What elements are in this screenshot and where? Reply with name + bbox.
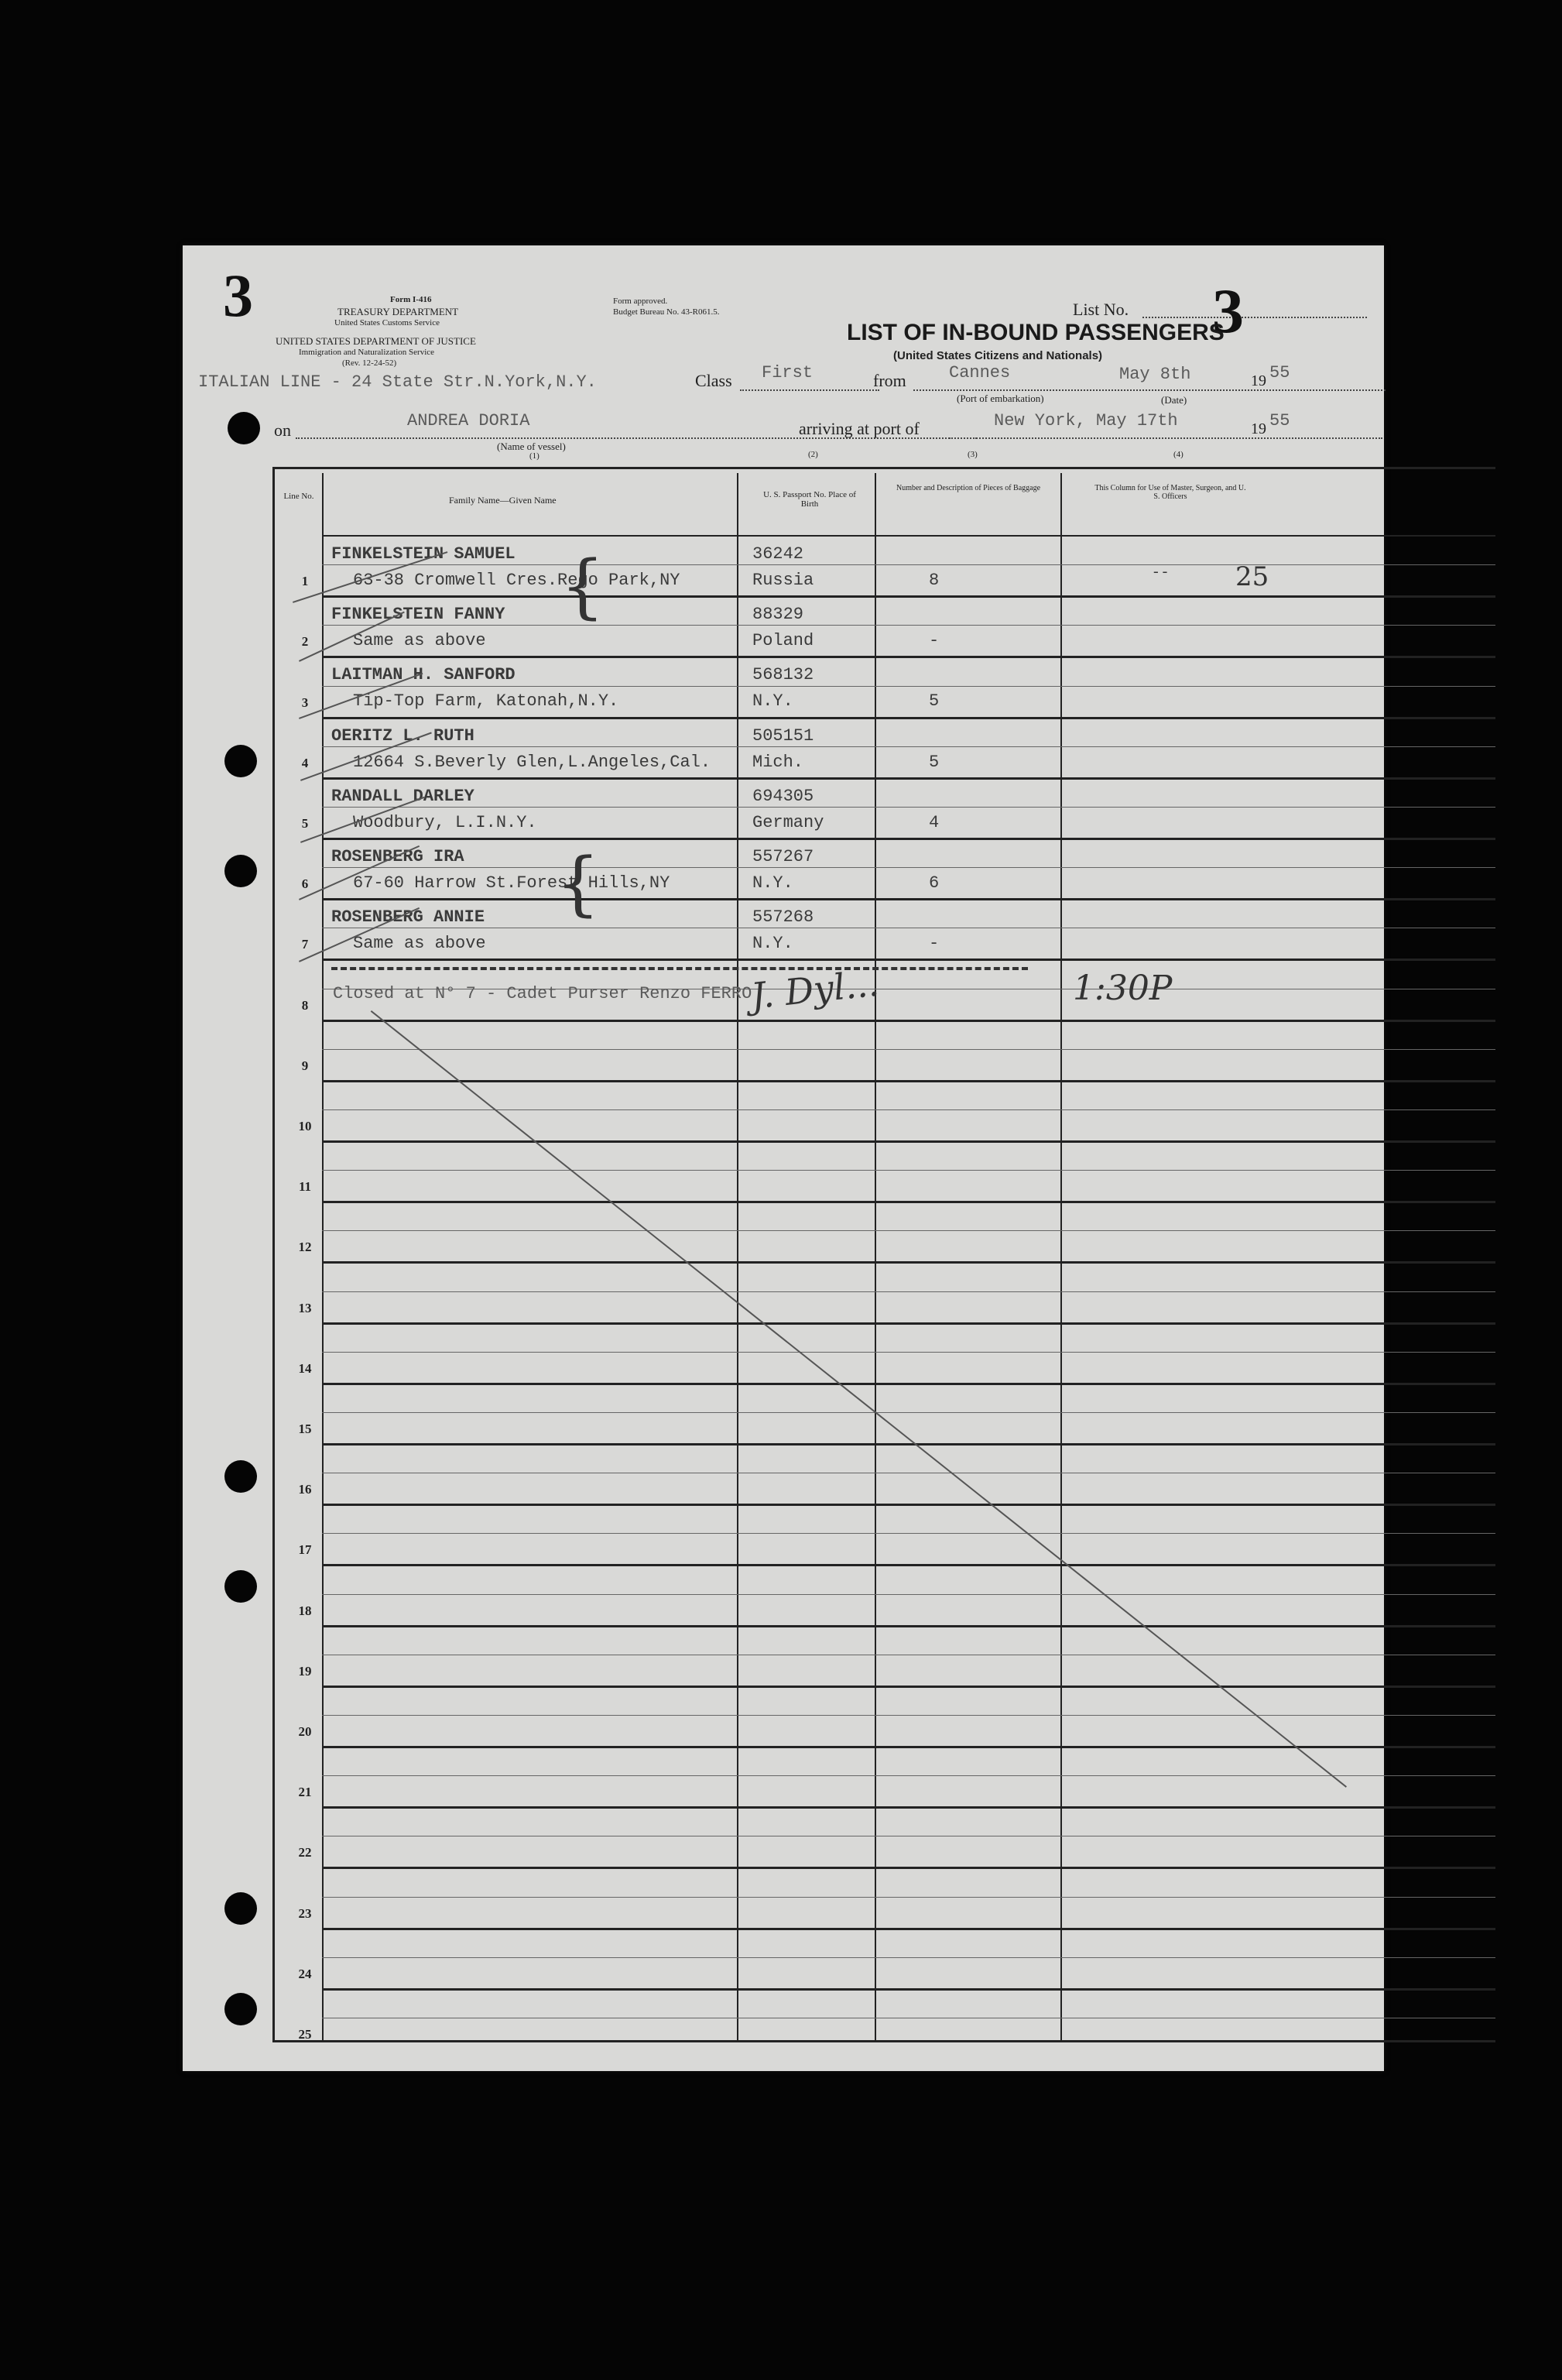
caption-4: (4) xyxy=(1173,450,1183,459)
row-rule xyxy=(322,1806,1495,1809)
passport-number: 557267 xyxy=(752,847,814,866)
row-rule xyxy=(322,1443,1495,1445)
line-number: 1 xyxy=(301,574,309,589)
row-mid-rule xyxy=(322,1291,1495,1292)
class-label: Class xyxy=(695,371,732,390)
row-rule xyxy=(322,777,1495,780)
line-number: 13 xyxy=(298,1300,312,1315)
row-mid-rule xyxy=(322,1049,1495,1050)
birth-place: Germany xyxy=(752,812,824,832)
punch-hole xyxy=(224,1892,257,1925)
date-caption: (Date) xyxy=(1161,394,1187,406)
baggage-count: 8 xyxy=(929,571,940,590)
line-number: 4 xyxy=(301,755,309,770)
passenger-name: RANDALL DARLEY xyxy=(331,786,474,806)
year-1: 55 xyxy=(1269,363,1290,382)
line-number: 5 xyxy=(301,816,309,831)
caption-1: (1) xyxy=(529,451,540,461)
row-rule xyxy=(322,959,1495,961)
punch-hole xyxy=(224,745,257,777)
col-line-no: Line No. xyxy=(283,492,314,501)
on-label: on xyxy=(274,420,291,440)
punch-hole xyxy=(224,1460,257,1493)
row-mid-rule xyxy=(322,1230,1495,1231)
passenger-address: Woodbury, L.I.N.Y. xyxy=(353,812,537,832)
row-mid-rule xyxy=(322,867,1495,868)
passenger-name: FINKELSTEIN SAMUEL xyxy=(331,544,516,564)
passenger-address: Same as above xyxy=(353,631,486,651)
arriving-label: arriving at port of xyxy=(799,419,920,438)
ins-service: Immigration and Naturalization Service xyxy=(299,348,435,357)
class-value: First xyxy=(762,363,814,382)
year-2: 55 xyxy=(1269,411,1290,430)
row-mid-rule xyxy=(322,1594,1495,1595)
row-rule xyxy=(322,1867,1495,1869)
birth-place: Russia xyxy=(752,571,814,590)
passenger-name: ROSENBERG ANNIE xyxy=(331,907,485,928)
vessel-caption: (Name of vessel) xyxy=(497,441,566,452)
page-subtitle: (United States Citizens and Nationals) xyxy=(893,349,1103,362)
row-rule xyxy=(322,1928,1495,1930)
caption-3: (3) xyxy=(968,450,978,459)
line-number: 11 xyxy=(298,1179,312,1195)
line-number: 9 xyxy=(301,1058,309,1073)
justice-dept: UNITED STATES DEPARTMENT OF JUSTICE xyxy=(276,335,476,347)
big-number-left: 3 xyxy=(223,262,253,329)
row-mid-rule xyxy=(322,564,1495,565)
birth-place: N.Y. xyxy=(752,873,793,893)
row-mid-rule xyxy=(322,746,1495,747)
passport-number: 568132 xyxy=(752,665,814,685)
line-number: 23 xyxy=(298,1905,312,1921)
row-mid-rule xyxy=(322,1897,1495,1898)
row-mid-rule xyxy=(322,1533,1495,1534)
from-label: from xyxy=(873,371,906,390)
row-rule xyxy=(322,898,1495,900)
birth-place: Mich. xyxy=(752,752,804,772)
purser-signature: J. Dyl... xyxy=(748,962,881,1017)
row-mid-rule xyxy=(322,1352,1495,1353)
bracket-mark-2: { xyxy=(556,843,601,924)
line-number: 18 xyxy=(298,1603,312,1618)
row-mid-rule xyxy=(322,1109,1495,1110)
line-number: 12 xyxy=(298,1240,312,1255)
form-approved: Form approved. xyxy=(613,297,668,306)
form-id: Form I-416 xyxy=(390,295,432,304)
caption-2: (2) xyxy=(808,450,818,459)
year-prefix-1: 19 xyxy=(1251,372,1266,389)
passenger-address: Tip-Top Farm, Katonah,N.Y. xyxy=(353,691,619,712)
row-rule xyxy=(322,1020,1495,1022)
passenger-name: ROSENBERG IRA xyxy=(331,847,464,866)
passport-number: 505151 xyxy=(752,725,814,746)
embarkation-date: May 8th xyxy=(1119,365,1191,384)
line-number: 15 xyxy=(298,1421,312,1436)
line-number: 7 xyxy=(301,937,309,952)
baggage-count: 4 xyxy=(929,812,940,832)
closing-time: 1:30P xyxy=(1073,969,1173,1008)
passenger-name: OERITZ L. RUTH xyxy=(331,725,474,746)
passenger-address: 12664 S.Beverly Glen,L.Angeles,Cal. xyxy=(353,752,711,772)
passport-number: 36242 xyxy=(752,544,804,564)
vessel-name: ANDREA DORIA xyxy=(407,411,530,430)
passenger-address: 67-60 Harrow St.Forest Hills,NY xyxy=(353,873,670,893)
embarkation-port: Cannes xyxy=(949,363,1011,382)
passenger-name: FINKELSTEIN FANNY xyxy=(331,605,505,625)
row-rule xyxy=(322,838,1495,840)
closing-note: Closed at N° 7 - Cadet Purser Renzo FERRO xyxy=(333,984,752,1003)
list-no-label: List No. xyxy=(1073,300,1129,319)
big-number-right: 3 xyxy=(1212,276,1244,346)
row-rule xyxy=(322,595,1495,598)
treasury-dept: TREASURY DEPARTMENT xyxy=(337,306,459,317)
line-number: 20 xyxy=(298,1724,312,1739)
punch-hole xyxy=(224,1570,257,1603)
birth-place: N.Y. xyxy=(752,934,793,954)
port-embarkation-caption: (Port of embarkation) xyxy=(957,393,1044,404)
line-number: 2 xyxy=(301,634,309,650)
col-passport: U. S. Passport No. Place of Birth xyxy=(763,490,856,509)
row-mid-rule xyxy=(322,1957,1495,1958)
row-rule xyxy=(322,1746,1495,1748)
year-prefix-2: 19 xyxy=(1251,420,1266,437)
row-mid-rule xyxy=(322,1775,1495,1776)
passport-number: 557268 xyxy=(752,907,814,928)
row-rule xyxy=(322,1322,1495,1325)
cancellation-diagonal xyxy=(371,1010,1347,1788)
row-mid-rule xyxy=(322,1170,1495,1171)
baggage-count: 6 xyxy=(929,873,940,893)
line-number: 16 xyxy=(298,1482,312,1497)
row-mid-rule xyxy=(322,1715,1495,1716)
customs-service: United States Customs Service xyxy=(334,318,440,328)
row-mid-rule xyxy=(322,807,1495,808)
line-number: 6 xyxy=(301,876,309,892)
passenger-address: 63-38 Cromwell Cres.Rego Park,NY xyxy=(353,571,680,590)
row-rule xyxy=(322,1564,1495,1566)
line-number: 25 xyxy=(298,2027,312,2042)
line-number: 14 xyxy=(298,1360,312,1376)
official-tick: - - xyxy=(1153,563,1168,580)
row-rule xyxy=(322,1504,1495,1506)
punch-hole xyxy=(224,1993,257,2025)
shipping-line-stamp: ITALIAN LINE - 24 State Str.N.York,N.Y. xyxy=(198,372,597,392)
row-mid-rule xyxy=(322,1412,1495,1413)
bracket-mark-1: { xyxy=(560,546,605,627)
row-rule xyxy=(322,1201,1495,1203)
baggage-count: - xyxy=(929,934,940,954)
page-title: LIST OF IN-BOUND PASSENGERS xyxy=(847,320,1225,345)
row-rule xyxy=(322,1383,1495,1385)
baggage-count: 5 xyxy=(929,752,940,772)
row-rule xyxy=(322,1625,1495,1627)
official-note: 25 xyxy=(1235,561,1269,592)
row-rule xyxy=(322,1080,1495,1082)
line-number: 24 xyxy=(298,1966,312,1981)
passenger-name: LAITMAN H. SANFORD xyxy=(331,665,516,685)
line-number: 19 xyxy=(298,1663,312,1679)
col-baggage: Number and Description of Pieces of Baggage xyxy=(896,484,1041,492)
row-rule xyxy=(322,1988,1495,1991)
budget-bureau: Budget Bureau No. 43-R061.5. xyxy=(613,307,720,317)
punch-hole xyxy=(228,412,260,444)
table-left-border xyxy=(272,468,275,2042)
line-number: 10 xyxy=(298,1119,312,1133)
row-mid-rule xyxy=(322,686,1495,687)
baggage-count: - xyxy=(929,631,940,651)
passport-number: 88329 xyxy=(752,605,804,625)
birth-place: N.Y. xyxy=(752,691,793,712)
passport-number: 694305 xyxy=(752,786,814,806)
col-name: Family Name—Given Name xyxy=(449,495,557,506)
line-number: 21 xyxy=(298,1785,312,1800)
row-rule xyxy=(322,656,1495,658)
line-number: 17 xyxy=(298,1542,312,1558)
line-number: 22 xyxy=(298,1845,312,1860)
row-rule xyxy=(322,1261,1495,1264)
punch-hole xyxy=(224,855,257,887)
passenger-address: Same as above xyxy=(353,934,486,954)
passenger-manifest-sheet xyxy=(183,245,1384,2071)
arrival-port-date: New York, May 17th xyxy=(994,411,1178,430)
row-mid-rule xyxy=(322,625,1495,626)
rev-date: (Rev. 12-24-52) xyxy=(342,358,397,368)
line-number: 8 xyxy=(301,997,309,1013)
row-rule xyxy=(322,1686,1495,1688)
col-officers: This Column for Use of Master, Surgeon, and U. S. Officers xyxy=(1094,484,1246,501)
birth-place: Poland xyxy=(752,631,814,651)
row-rule xyxy=(322,1140,1495,1143)
line-number: 3 xyxy=(301,694,309,710)
baggage-count: 5 xyxy=(929,691,940,712)
row-rule xyxy=(322,717,1495,719)
